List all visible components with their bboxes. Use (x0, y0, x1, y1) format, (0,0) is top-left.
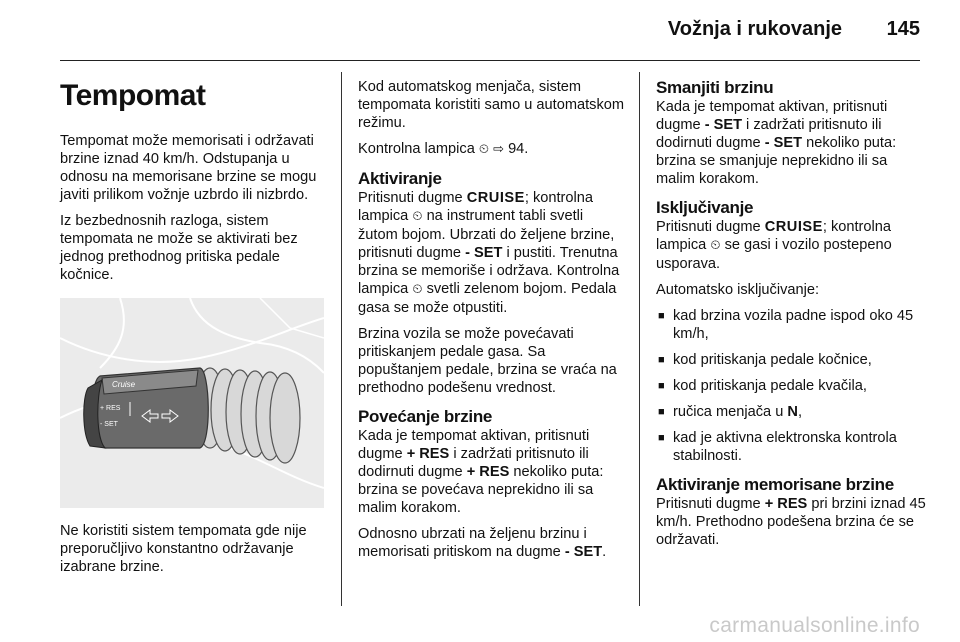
cruise-lamp-icon: ⏲ (412, 282, 423, 297)
cruise-lamp-icon: ⏲ (412, 209, 423, 224)
paragraph-intro: Tempomat može memorisati i održavati brzine iznad 40 km/h. Odstupanja u odnosu na memorisane brzine se mogu javiti prilikom vožnje uzbrdo ili nizbrdo. (60, 133, 317, 203)
paragraph-accelerate: Brzina vozila se može povećavati pritiskanjem pedale gasa. Sa popuštanjem pedale, brzina se vraća na prethodno podešenu vrednost. (358, 326, 617, 396)
paragraph-activate: Pritisnuti dugme CRUISE; kontrolna lampica ⏲ na instrument tabli svetli žutom bojom. Ubrzati do željene brzine, pritisnuti dugme - SET i pustiti. Trenutna brzina se memoriše i održava. Kontrolna lampica ⏲ svetli zelenom bojom. Pedala gasa se može otpustiti. (358, 190, 620, 316)
column-2 (358, 78, 626, 569)
header-divider (60, 60, 920, 61)
auto-off-list (656, 307, 926, 465)
cruise-lamp-icon: ⏲ (478, 142, 490, 157)
watermark: carmanualsonline.info (709, 614, 920, 637)
paragraph-increase-alt: Odnosno ubrzati na željenu brzinu i memorisati pritiskom na dugme - SET. (358, 526, 607, 560)
paragraph-safety: Iz bezbednosnih razloga, sistem tempomata ne može se aktivirati bez jednog prethodnog pritiska pedale kočnice. (60, 213, 298, 283)
page-reference-icon: ⇨ (493, 142, 504, 157)
heading-decrease: Smanjiti brzinu (656, 78, 774, 97)
paragraph-resume: Pritisnuti dugme + RES pri brzini iznad 45 km/h. Prethodno podešena brzina će se održavati. (656, 496, 926, 548)
column-divider-1 (341, 72, 342, 606)
heading-off: Isključivanje (656, 198, 754, 217)
paragraph-off: Pritisnuti dugme CRUISE; kontrolna lampica ⏲ se gasi i vozilo postepeno usporava. (656, 219, 892, 272)
page-header (0, 0, 960, 58)
heading-resume: Aktiviranje memorisane brzine (656, 475, 894, 494)
cruise-button-label: Cruise (112, 380, 136, 389)
paragraph-auto-off: Automatsko isključivanje: (656, 282, 820, 298)
paragraph-warning: Ne koristiti sistem tempomata gde nije preporučljivo konstantno održavanje izabrane brzine. (60, 523, 307, 575)
res-label: + RES (100, 405, 121, 412)
paragraph-automatic: Kod automatskog menjača, sistem tempomata koristiti samo u automatskom režimu. (358, 79, 625, 131)
column-divider-2 (639, 72, 640, 606)
list-item: ■ ručica menjača u N, (656, 403, 926, 421)
paragraph-increase: Kada je tempomat aktivan, pritisnuti dugme + RES i zadržati pritisnuto ili dodirnuti dugme + RES nekoliko puta: brzina se povećava neprekidno ili sa malim korakom. (358, 428, 604, 516)
column-3 (656, 78, 926, 557)
paragraph-lamp-ref: Kontrolna lampica ⏲ ⇨ 94. (358, 141, 529, 157)
set-label: - SET (100, 421, 118, 428)
paragraph-decrease: Kada je tempomat aktivan, pritisnuti dugme - SET i zadržati pritisnuto ili dodirnuti dugme - SET nekoliko puta: brzina se smanjuje neprekidno ili sa malim korakom. (656, 99, 897, 187)
article-title: Tempomat (60, 79, 206, 112)
list-item: ■ kod pritiskanja pedale kvačila, (656, 377, 926, 395)
stalk-drawing (60, 298, 324, 508)
heading-increase: Povećanje brzine (358, 407, 493, 426)
page-number: 145 (886, 18, 920, 40)
list-item: ■ kad brzina vozila padne ispod oko 45 km/h, (656, 307, 926, 343)
list-item: ■ kad je aktivna elektronska kontrola stabilnosti. (656, 429, 926, 465)
column-1 (60, 72, 326, 584)
cruise-lamp-icon: ⏲ (710, 238, 721, 253)
heading-activate: Aktiviranje (358, 169, 442, 188)
list-item: ■ kod pritiskanja pedale kočnice, (656, 351, 926, 369)
cruise-stalk-illustration (60, 298, 324, 508)
section-title: Vožnja i rukovanje (667, 18, 842, 40)
